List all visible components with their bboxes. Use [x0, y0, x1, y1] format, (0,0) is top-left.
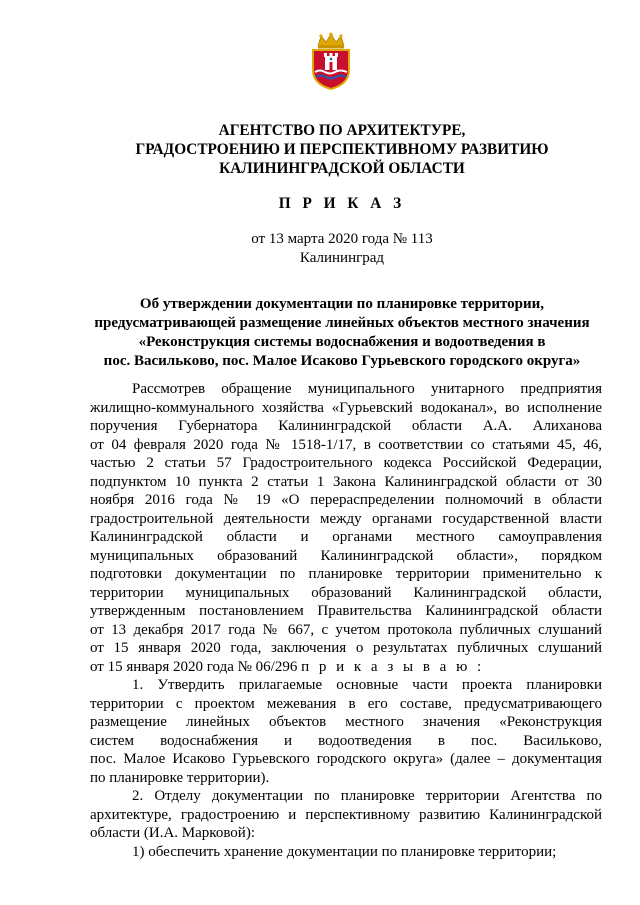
agency-line: ГРАДОСТРОЕНИЮ И ПЕРСПЕКТИВНОМУ РАЗВИТИЮ [135, 141, 549, 158]
body-line [90, 658, 602, 677]
body-line: по планировке территории). [90, 769, 270, 786]
subject-line: «Реконструкция системы водоснабжения и водоотведения в [138, 334, 546, 350]
body-line: территории с проектом межевания в его составе, предусматривающего [90, 695, 602, 712]
body-line: от 04 февраля 2020 года № 1518-1/17, в соответствии со статьями 45, 46, [90, 436, 602, 453]
order-subject [60, 295, 624, 371]
body-line: подпунктом 10 пункта 2 статьи 1 Закона Калининградской области от 30 [90, 473, 602, 490]
body-line: 1) обеспечить хранение документации по планировке территории; [132, 843, 557, 860]
order-date-number: от 13 марта 2020 года № 113 [251, 231, 433, 247]
body-line: ноября 2016 года № 19 «О перераспределении полномочий в области [90, 492, 602, 508]
body-line: частью 2 статьи 57 Градостроительного кодекса Российской Федерации, [90, 455, 602, 471]
body-line: пос. Малое Исаково Гурьевского городского округа» (далее – документация [90, 751, 602, 767]
agency-line: КАЛИНИНГРАДСКОЙ ОБЛАСТИ [219, 160, 465, 177]
body-line: систем водоснабжения и водоотведения в пос. Василькoво, [90, 732, 602, 749]
body-line: Калининградской области и органами местного самоуправления [90, 529, 602, 545]
body-line-text: от 15 января 2020 года № 06/296 [90, 658, 298, 675]
agency-line: АГЕНТСТВО ПО АРХИТЕКТУРЕ, [218, 122, 466, 139]
body-line: муниципальных образований Калининградской области», порядком [90, 547, 602, 564]
body-line: поручения Губернатора Калининградской области А.А. Алиханова [90, 418, 602, 434]
subject-line: предусматривающей размещение линейных объектов местного значения [94, 315, 590, 331]
body-line: от 13 декабря 2017 года № 667, с учетом протокола публичных слушаний [90, 621, 602, 638]
body-line: области (И.А. Марковой): [90, 825, 255, 841]
body-line: подготовки документации по планировке территории применительно к [90, 566, 602, 582]
agency-name [60, 121, 624, 178]
body-line: 1. Утвердить прилагаемые основные части проекта планировки [132, 677, 602, 693]
body-line: 2. Отделу документации по планировке территории Агентства по [132, 788, 602, 804]
order-body [90, 380, 602, 861]
body-line: жилищно-коммунального хозяйства «Гурьевский водоканал», во исполнение [90, 399, 602, 416]
body-line: от 15 января 2020 года, заключения о результатах публичных слушаний [90, 640, 602, 656]
order-city: Калининград [299, 250, 385, 266]
prikazyvayu-word: п р и к а з ы в а ю : [301, 658, 485, 675]
body-line: территории муниципальных образований Калининградской области, [90, 584, 602, 601]
subject-line: пос. Василькoво, пос. Малое Исаково Гурьевского городского округа» [103, 353, 581, 369]
body-line: утвержденным постановлением Правительства Калининградской области [90, 603, 602, 619]
body-line: градостроительной деятельности между органами государственной власти [90, 510, 602, 527]
order-title: П Р И К А З [278, 195, 406, 212]
order-meta [60, 230, 624, 268]
body-line: архитектуре, градостроению и перспективному развитию Калининградской [90, 806, 602, 823]
subject-line: Об утверждении документации по планировке территории, [139, 296, 545, 312]
coat-of-arms-icon [308, 32, 354, 90]
body-line: размещение линейных объектов местного значения «Реконструкция [90, 714, 602, 730]
body-line: Рассмотрев обращение муниципального унитарного предприятия [132, 381, 602, 397]
